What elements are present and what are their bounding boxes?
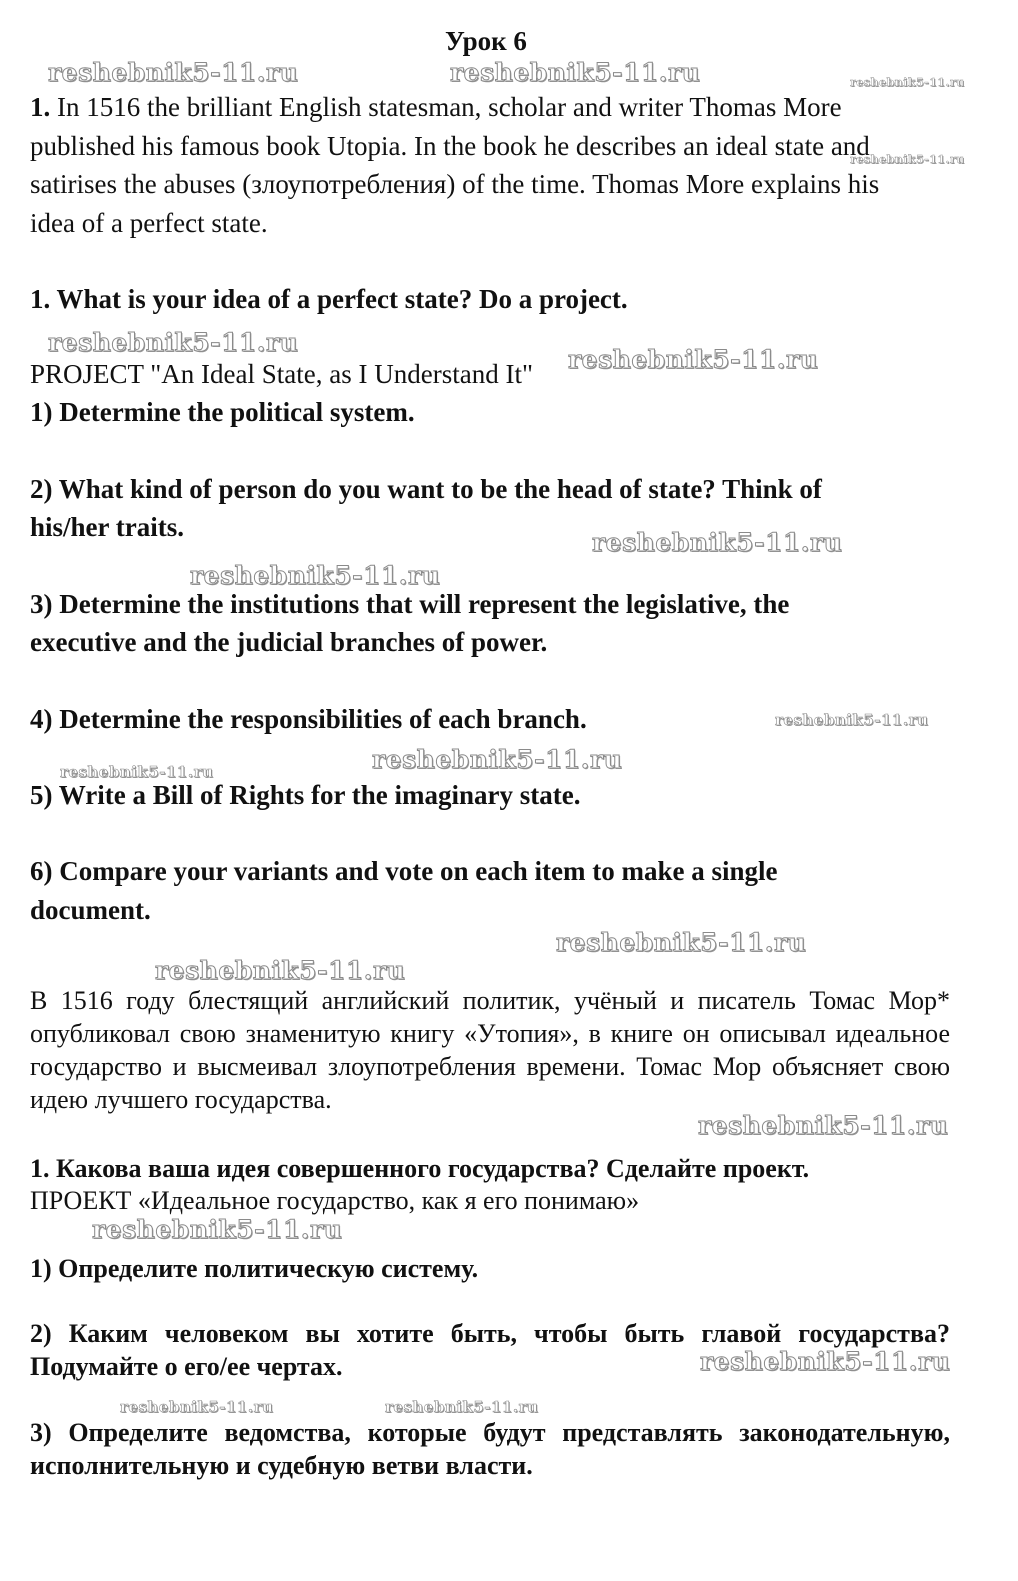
step-en-1: 1) Determine the political system. — [30, 397, 415, 427]
intro-line: idea of a perfect state. — [30, 207, 268, 238]
watermark: reshebnik5-11.ru — [556, 928, 807, 957]
step-ru-2: 2) Каким человеком вы хотите быть, чтобы быть главой государства? Подумайте о его/ее чертах. — [30, 1319, 950, 1381]
step-en-3-cont: executive and the judicial branches of power. — [30, 627, 548, 657]
step-en-5: 5) Write a Bill of Rights for the imaginary state. — [30, 780, 581, 810]
step-en-3: 3) Determine the institutions that will represent the legislative, the — [30, 589, 790, 619]
watermark: reshebnik5-11.ru — [385, 1398, 539, 1416]
step-en-2-cont: his/her traits. — [30, 512, 184, 542]
intro-number: 1. — [30, 92, 51, 122]
watermark: reshebnik5-11.ru — [450, 58, 701, 87]
page-title: Урок 6 — [445, 26, 527, 56]
step-en-6: 6) Compare your variants and vote on each item to make a single — [30, 856, 778, 886]
watermark: reshebnik5-11.ru — [568, 345, 819, 374]
watermark: reshebnik5-11.ru — [48, 58, 299, 87]
task-heading-ru: 1. Какова ваша идея совершенного государства? Сделайте проект. — [30, 1154, 810, 1183]
intro-line: satirises the abuses (злоупотребления) of the time. Thomas More explains his — [30, 169, 880, 199]
watermark: reshebnik5-11.ru — [700, 1347, 951, 1376]
step-en-2: 2) What kind of person do you want to be the head of state? Think of — [30, 474, 822, 504]
watermark: reshebnik5-11.ru — [850, 76, 965, 89]
watermark: reshebnik5-11.ru — [120, 1398, 274, 1416]
watermark: reshebnik5-11.ru — [372, 745, 623, 774]
project-title-en: PROJECT "An Ideal State, as I Understand It" — [30, 359, 533, 389]
watermark: reshebnik5-11.ru — [850, 153, 965, 166]
watermark: reshebnik5-11.ru — [48, 328, 299, 357]
intro-paragraph-en — [30, 88, 879, 242]
watermark: reshebnik5-11.ru — [190, 561, 441, 590]
watermark: reshebnik5-11.ru — [155, 956, 406, 985]
watermark: reshebnik5-11.ru — [698, 1111, 949, 1140]
intro-line: In 1516 the brilliant English statesman, scholar and writer Thomas More — [57, 92, 842, 122]
intro-line: published his famous book Utopia. In the book he describes an ideal state and — [30, 130, 870, 161]
task-heading-en: 1. What is your idea of a perfect state? Do a project. — [30, 284, 628, 314]
step-en-6-cont: document. — [30, 895, 151, 925]
step-en-4: 4) Determine the responsibilities of each branch. — [30, 704, 587, 734]
project-title-ru: ПРОЕКТ «Идеальное государство, как я его понимаю» — [30, 1186, 640, 1215]
intro-paragraph-ru: В 1516 году блестящий английский политик, учёный и писатель Томас Мор* опубликовал свою знаменитую книгу «Утопия», в книге он описывал идеальное государство и высмеивал злоупотребления времени. Томас Мор объясняет свою идею лучшего государства. — [30, 986, 950, 1114]
watermark: reshebnik5-11.ru — [592, 528, 843, 557]
watermark: reshebnik5-11.ru — [92, 1215, 343, 1244]
step-ru-3: 3) Определите ведомства, которые будут представлять законодательную, исполнительную и судебную ветви власти. — [30, 1418, 950, 1480]
watermark: reshebnik5-11.ru — [775, 711, 929, 729]
step-ru-1: 1) Определите политическую систему. — [30, 1254, 479, 1283]
watermark: reshebnik5-11.ru — [60, 763, 214, 781]
